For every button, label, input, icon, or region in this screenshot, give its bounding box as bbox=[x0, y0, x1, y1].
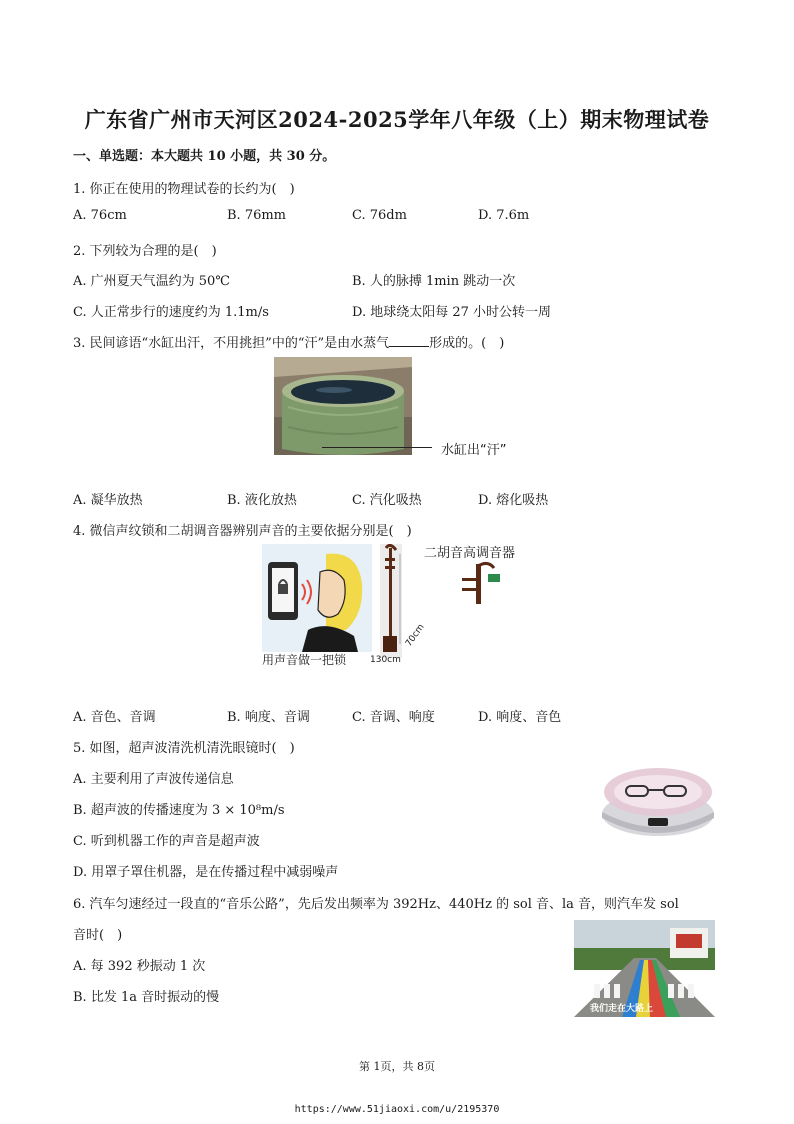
q3-stem-before: 3. 民间谚语“水缸出汗，不用挑担”中的“汗”是由水蒸气 bbox=[73, 336, 390, 351]
q2-option-c: C. 人正常步行的速度约为 1.1m/s bbox=[73, 305, 269, 320]
q1-option-b: B. 76mm bbox=[227, 208, 287, 223]
q4-option-c: C. 音调、响度 bbox=[352, 710, 435, 725]
q2-option-d: D. 地球绕太阳每 27 小时公转一周 bbox=[352, 305, 552, 320]
tuner-label: 二胡音高调音器 bbox=[424, 546, 516, 561]
q3-option-c: C. 汽化吸热 bbox=[352, 493, 422, 508]
erhu-dimension-70: 70cm bbox=[404, 622, 427, 649]
q1-stem: 1. 你正在使用的物理试卷的长约为( ) bbox=[73, 182, 295, 197]
answer-blank bbox=[389, 335, 429, 347]
q5-stem: 5. 如图，超声波清洗机清洗眼镜时( ) bbox=[73, 741, 295, 756]
q6-stem-line1: 6. 汽车匀速经过一段直的“音乐公路”，先后发出频率为 392Hz、440Hz 的 sol 音、la 音，则汽车发 sol bbox=[73, 897, 679, 912]
q4-option-d: D. 响度、音色 bbox=[478, 710, 562, 725]
q2-stem: 2. 下列较为合理的是( ) bbox=[73, 244, 217, 259]
q1-option-c: C. 76dm bbox=[352, 208, 407, 223]
voice-lock-illustration bbox=[262, 544, 372, 652]
erhu-tuner-illustration bbox=[454, 560, 504, 606]
q1-option-d: D. 7.6m bbox=[478, 208, 530, 223]
erhu-dimension-130: 130cm bbox=[370, 655, 401, 665]
q1-option-a: A. 76cm bbox=[73, 208, 127, 223]
voice-lock-label: 用声音做一把锁 bbox=[262, 653, 347, 667]
q2-option-a: A. 广州夏天气温约为 50℃ bbox=[73, 274, 230, 289]
section-heading: 一、单选题：本大题共 10 小题，共 30 分。 bbox=[73, 149, 336, 164]
ultrasonic-cleaner-photo bbox=[598, 762, 718, 840]
q3-option-b: B. 液化放热 bbox=[227, 493, 297, 508]
water-barrel-photo bbox=[274, 357, 412, 455]
q4-option-a: A. 音色、音调 bbox=[73, 710, 156, 725]
erhu-illustration bbox=[376, 544, 442, 670]
q6-option-a: A. 每 392 秒振动 1 次 bbox=[73, 959, 206, 974]
q6-option-b: B. 比发 1a 音时振动的慢 bbox=[73, 990, 220, 1005]
q6-stem-line2: 音时( ) bbox=[73, 928, 123, 943]
page-title: 广东省广州市天河区2024-2025学年八年级（上）期末物理试卷 bbox=[84, 107, 710, 132]
q3-stem bbox=[73, 332, 504, 351]
q5-option-a: A. 主要利用了声波传递信息 bbox=[73, 772, 234, 787]
page-number: 第 1页，共 8页 bbox=[359, 1060, 435, 1073]
q3-option-d: D. 熔化吸热 bbox=[478, 493, 549, 508]
q5-option-d: D. 用罩子罩住机器，是在传播过程中减弱噪声 bbox=[73, 865, 339, 880]
q3-stem-after: 形成的。( ) bbox=[429, 336, 505, 351]
q5-option-b: B. 超声波的传播速度为 3 × 10⁸m/s bbox=[73, 803, 285, 818]
source-url[interactable]: https://www.51jiaoxi.com/u/2195370 bbox=[294, 1104, 500, 1115]
q5-option-c: C. 听到机器工作的声音是超声波 bbox=[73, 834, 260, 849]
pointer-line bbox=[322, 447, 432, 448]
q3-option-a: A. 凝华放热 bbox=[73, 493, 143, 508]
road-sign-text: 我们走在大路上 bbox=[590, 1004, 654, 1014]
q2-option-b: B. 人的脉搏 1min 跳动一次 bbox=[352, 274, 516, 289]
q4-stem: 4. 微信声纹锁和二胡调音器辨别声音的主要依据分别是( ) bbox=[73, 524, 412, 539]
q4-option-b: B. 响度、音调 bbox=[227, 710, 310, 725]
barrel-label: 水缸出“汗” bbox=[441, 443, 507, 458]
